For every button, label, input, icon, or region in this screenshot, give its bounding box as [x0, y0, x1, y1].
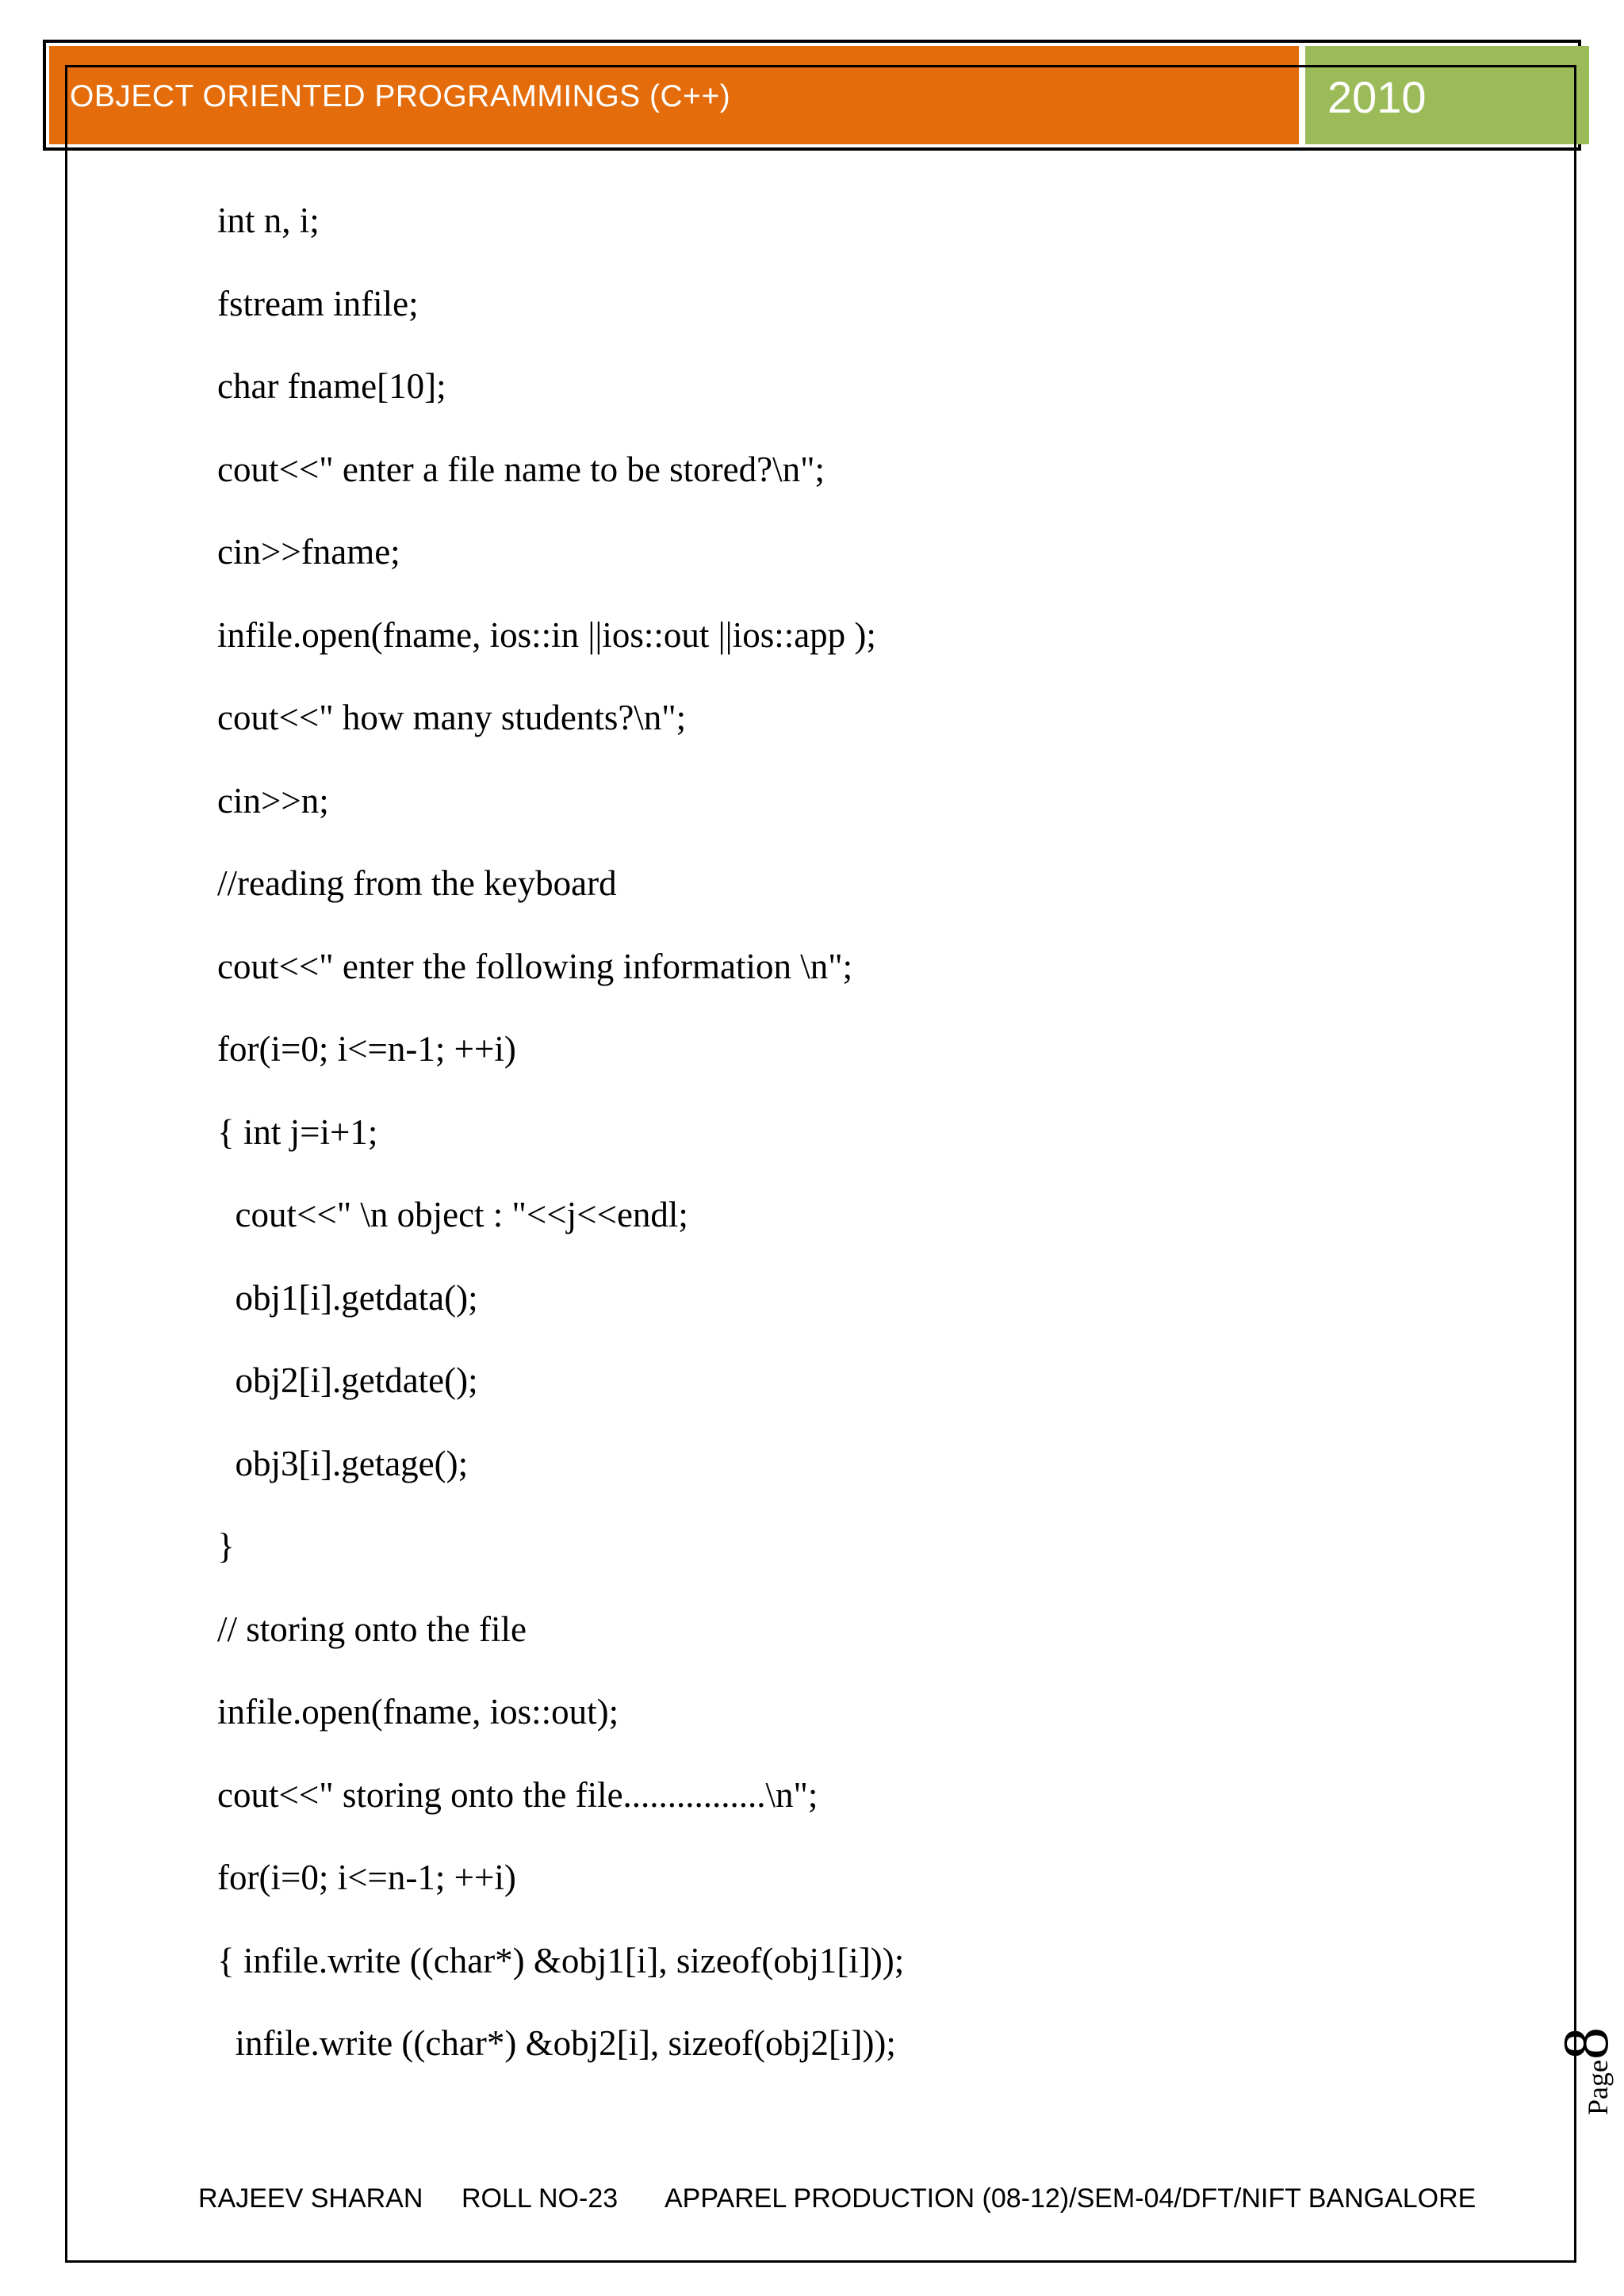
code-line: obj2[i].getdate(); [217, 1360, 478, 1400]
code-line: cout<<" enter a file name to be stored?\n"; [217, 449, 825, 489]
code-line: cout<<" storing onto the file................\n"; [217, 1774, 818, 1815]
page-label: Page [1582, 2060, 1614, 2115]
code-line: for(i=0; i<=n-1; ++i) [217, 1029, 516, 1069]
code-line: //reading from the keyboard [217, 863, 617, 903]
code-listing [217, 193, 1486, 2099]
code-line: } [217, 1526, 235, 1566]
code-line: cout<<" \n object : "<<j<<endl; [217, 1195, 688, 1234]
code-line: cin>>n; [217, 780, 329, 821]
code-line: // storing onto the file [217, 1609, 527, 1649]
page-number-value: 8 [1549, 2027, 1622, 2061]
code-line: obj3[i].getage(); [217, 1443, 469, 1483]
page-number [1515, 2020, 1622, 2115]
code-line: obj1[i].getdata(); [217, 1277, 478, 1318]
footer-author-name: RAJEEV SHARAN [198, 2183, 423, 2214]
document-year: 2010 [1327, 72, 1427, 122]
code-line: char fname[10]; [217, 366, 446, 406]
code-line: int n, i; [217, 201, 320, 240]
code-line: infile.open(fname, ios::in ||ios::out ||ios::app ); [217, 614, 876, 655]
code-line: cin>>fname; [217, 532, 400, 572]
footer-roll-number: ROLL NO-23 [462, 2183, 619, 2214]
code-line: cout<<" how many students?\n"; [217, 698, 687, 737]
code-line: { int j=i+1; [217, 1112, 378, 1152]
code-line: infile.open(fname, ios::out); [217, 1692, 619, 1732]
code-line: infile.write ((char*) &obj2[i], sizeof(obj2[i])); [217, 2023, 896, 2063]
code-line: { infile.write ((char*) &obj1[i], sizeof(obj1[i])); [217, 1940, 905, 1980]
code-line: for(i=0; i<=n-1; ++i) [217, 1858, 516, 1897]
code-line: cout<<" enter the following information \n"; [217, 946, 853, 986]
footer-course-info: APPAREL PRODUCTION (08-12)/SEM-04/DFT/NIFT BANGALORE [665, 2183, 1477, 2214]
code-line: fstream infile; [217, 283, 419, 323]
document-title: OBJECT ORIENTED PROGRAMMINGS (C++) [70, 79, 731, 113]
